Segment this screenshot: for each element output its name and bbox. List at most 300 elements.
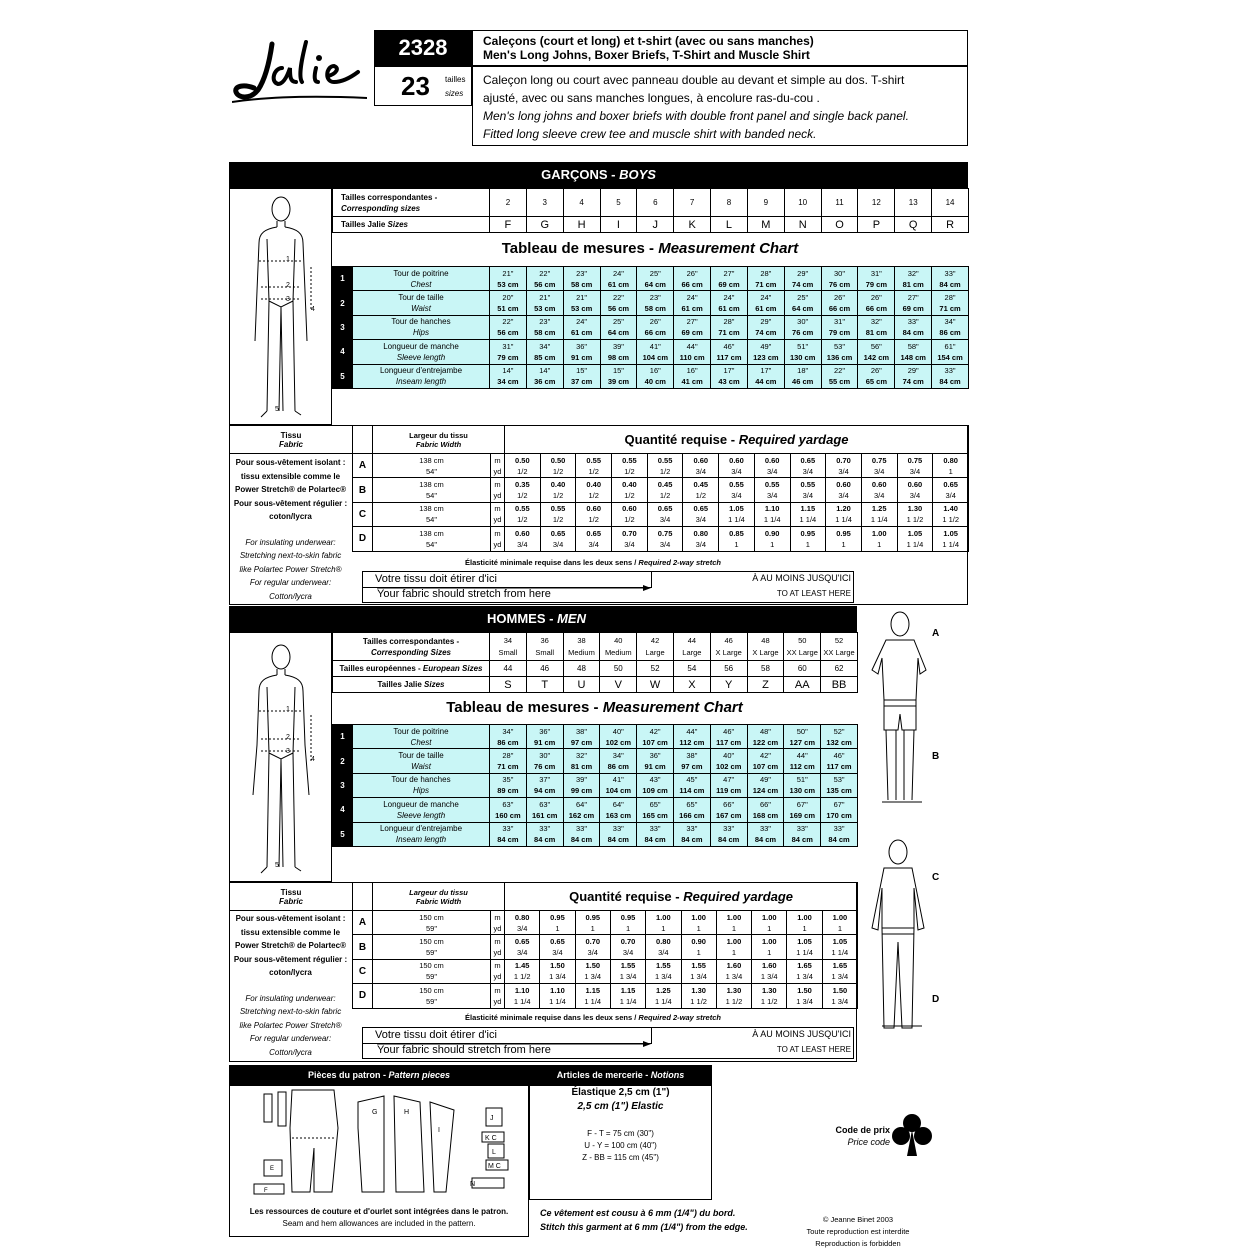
measure-value: 26" 66 cm [858,291,895,315]
measure-value: 37" 94 cm [526,773,563,797]
men-stretch-gauge: Votre tissu doit étirer d'ici Your fabric should stretch from here À AU MOINS JUSQU'ICI TO AT LEAST HERE [362,1027,854,1059]
svg-text:1: 1 [286,256,290,263]
svg-text:J: J [490,1115,494,1122]
measure-label: Longueur de manche Sleeve length [353,340,490,364]
measure-value: 33" 84 cm [932,364,969,388]
measure-value: 16" 40 cm [637,364,674,388]
yardage-view-letter: C [353,959,373,983]
men-jalie-size: V [600,677,637,693]
boys-corr-size: 8 [711,189,748,217]
men-euro-size: 50 [600,661,637,677]
measure-value: 33" 84 cm [673,822,710,846]
men-jalie-label: Tailles Jalie Sizes [333,677,490,693]
yardage-value: 0.40 1/2 [612,478,648,502]
measure-value: 38" 97 cm [563,725,600,749]
measure-label: Tour de hanches Hips [353,315,490,339]
yardage-value: 1.45 1 1/2 [505,959,540,983]
measure-number: 5 [333,822,353,846]
measure-value: 24" 61 cm [747,291,784,315]
men-corr-size: 36 Small [526,633,563,661]
measure-value: 29" 74 cm [895,364,932,388]
sizes-count-box [374,66,472,106]
yardage-value: 1.05 1 1/4 [822,935,857,959]
yardage-value: 0.55 1/2 [647,454,683,478]
boys-fabric-notes: Pour sous-vêtement isolant : tissu extensible comme le Power Stretch® de Polartec® Pour sous-vêtement régulier : coton/lycra For insulating underwear: Stretching next-to-skin fabric like Polartec Power Stretch® For regular underwear: Cotton/lycra [233,458,348,601]
men-euro-size: 48 [563,661,600,677]
yardage-value: 0.90 1 [754,527,790,551]
desc-fr-2: ajusté, avec ou sans manches longues, à encolure ras-du-cou . [483,91,820,105]
svg-text:I: I [438,1127,440,1134]
yardage-value: 0.60 1/2 [576,502,612,526]
measure-value: 35" 89 cm [490,773,527,797]
unit-label: m yd [491,502,505,526]
fabric-width: 150 cm 59" [373,911,491,935]
fabric-width: 138 cm 54" [373,454,491,478]
yardage-value: 1.55 1 3/4 [646,959,681,983]
yardage-value: 1.15 1 1/4 [790,502,826,526]
measure-value: 33" 84 cm [637,822,674,846]
boys-corr-size: 6 [637,189,674,217]
men-corr-size: 40 Medium [600,633,637,661]
measure-value: 67" 169 cm [784,798,821,822]
measure-value: 33" 84 cm [932,267,969,291]
svg-text:3: 3 [286,296,290,303]
description-box [472,66,968,146]
boys-jalie-size: K [674,217,711,233]
measure-label: Tour de taille Waist [353,749,490,773]
measure-value: 39" 99 cm [563,773,600,797]
boys-corr-size: 13 [895,189,932,217]
measure-value: 43" 109 cm [637,773,674,797]
measure-value: 30" 76 cm [526,749,563,773]
measure-value: 33" 84 cm [895,315,932,339]
measure-value: 64" 163 cm [600,798,637,822]
yardage-value: 1.05 1 1/4 [897,527,933,551]
measure-value: 31" 79 cm [490,340,527,364]
yardage-value: 1.30 1 1/2 [752,984,787,1008]
boys-yardage-title: Quantité requise - Required yardage [505,426,969,454]
measure-value: 48" 122 cm [747,725,784,749]
yardage-value: 1.55 1 3/4 [610,959,645,983]
yardage-value: 1.30 1 1/2 [897,502,933,526]
measure-value: 22" 56 cm [600,291,637,315]
measure-value: 24" 61 cm [711,291,748,315]
measure-value: 63" 160 cm [490,798,527,822]
measure-value: 51" 130 cm [784,773,821,797]
boys-jalie-size: Q [895,217,932,233]
yardage-view-letter: D [353,984,373,1008]
yardage-value: 1.50 1 3/4 [822,984,857,1008]
men-jalie-size: Z [747,677,784,693]
yardage-view-letter: D [353,527,373,551]
men-fabric-label: Tissu Fabric [230,883,353,911]
title-box [472,30,968,66]
boys-jalie-size: I [600,217,637,233]
men-euro-label: Tailles européennes - European Sizes [333,661,490,677]
yardage-value: 0.95 1 [826,527,862,551]
yardage-value: 1.05 1 1/4 [787,935,822,959]
measure-number: 1 [333,725,353,749]
measure-value: 31" 79 cm [858,267,895,291]
measure-value: 49" 123 cm [747,340,784,364]
yardage-value: 0.70 3/4 [610,935,645,959]
men-corr-size: 46 X Large [710,633,747,661]
men-jalie-size: T [526,677,563,693]
measure-value: 49" 124 cm [747,773,784,797]
measure-value: 36" 91 cm [637,749,674,773]
unit-label: m yd [491,984,505,1008]
measure-value: 67" 170 cm [821,798,858,822]
men-jalie-size: S [490,677,527,693]
measure-value: 33" 84 cm [490,822,527,846]
desc-fr-1: Caleçon long ou court avec panneau double au devant et simple au dos. T-shirt [483,73,905,87]
measure-value: 38" 97 cm [673,749,710,773]
boys-corr-size: 5 [600,189,637,217]
notions-content: Élastique 2,5 cm (1") 2,5 cm (1") Elastic F - T = 75 cm (30") U - Y = 100 cm (40") Z - BB = 115 cm (45") [571,1087,670,1162]
boys-corr-size: 2 [490,189,527,217]
yardage-view-letter: A [353,454,373,478]
boys-jalie-size: G [526,217,563,233]
measure-value: 14" 36 cm [526,364,563,388]
boys-measurement-table [332,266,969,389]
measure-value: 33" 84 cm [821,822,858,846]
yardage-value: 0.35 1/2 [505,478,541,502]
yardage-value: 0.60 3/4 [683,454,719,478]
notions-bar: Articles de mercerie - Notions [529,1065,712,1085]
yardage-value: 0.55 3/4 [719,478,755,502]
men-stretch-note: Élasticité minimale requise dans les deux sens / Required 2-way stretch [465,1013,721,1022]
measure-value: 25" 64 cm [637,267,674,291]
boys-corr-size: 3 [526,189,563,217]
measure-label: Longueur de manche Sleeve length [353,798,490,822]
measure-number: 1 [333,267,353,291]
boys-size-table [332,188,969,233]
measure-value: 40" 102 cm [600,725,637,749]
measure-number: 3 [333,315,353,339]
measure-value: 24" 61 cm [674,291,711,315]
yardage-value: 1.00 1 [716,935,751,959]
measure-value: 45" 114 cm [673,773,710,797]
boys-corr-size: 11 [821,189,858,217]
measure-value: 27" 69 cm [674,315,711,339]
men-corr-size: 52 XX Large [821,633,858,661]
measure-value: 15" 37 cm [563,364,600,388]
svg-text:K C: K C [485,1135,497,1142]
yardage-value: 0.55 1/2 [540,502,576,526]
yardage-value: 0.85 1 [719,527,755,551]
yardage-value: 0.75 3/4 [861,454,897,478]
men-corr-label: Tailles correspondantes - Corresponding Sizes [333,633,490,661]
measure-value: 36" 91 cm [526,725,563,749]
measure-value: 34" 86 cm [932,315,969,339]
yardage-view-letter: A [353,911,373,935]
measure-label: Tour de poitrine Chest [353,267,490,291]
view-cd-figure [866,838,926,1038]
yardage-value: 1.00 1 [822,911,857,935]
measure-value: 26" 66 cm [821,291,858,315]
men-yardage-title: Quantité requise - Required yardage [505,883,858,911]
yardage-view-letter: B [353,478,373,502]
unit-label: m yd [491,527,505,551]
measure-value: 32" 81 cm [858,315,895,339]
yardage-value: 1.10 1 1/4 [505,984,540,1008]
yardage-value: 1.00 1 [787,911,822,935]
yardage-value: 1.20 1 1/4 [826,502,862,526]
men-euro-size: 56 [710,661,747,677]
view-c-label: C [932,872,940,883]
boys-chart-title: Tableau de mesures - Measurement Chart [501,240,799,257]
view-d-pointer [882,1024,922,1028]
measure-value: 23" 58 cm [526,315,563,339]
yardage-value: 1.65 1 3/4 [822,959,857,983]
measure-value: 46" 117 cm [711,340,748,364]
measure-value: 44" 110 cm [674,340,711,364]
yardage-value: 1.50 1 3/4 [575,959,610,983]
yardage-value: 1.55 1 3/4 [681,959,716,983]
yardage-value: 1.00 1 [752,935,787,959]
yardage-value: 1.30 1 1/2 [716,984,751,1008]
measure-value: 32" 81 cm [563,749,600,773]
svg-text:2: 2 [286,734,290,741]
measure-value: 26" 65 cm [858,364,895,388]
measure-value: 22" 56 cm [526,267,563,291]
yardage-value: 0.90 1 [681,935,716,959]
boys-jalie-size: P [858,217,895,233]
jalie-logo [232,38,367,108]
yardage-value: 1.60 1 3/4 [716,959,751,983]
measure-value: 21" 53 cm [526,291,563,315]
yardage-value: 1.00 1 [646,911,681,935]
yardage-value: 1.30 1 1/2 [681,984,716,1008]
pieces-bar: Pièces du patron - Pattern pieces [229,1065,529,1085]
boys-corr-size: 10 [784,189,821,217]
measure-value: 23" 58 cm [563,267,600,291]
fabric-width: 138 cm 54" [373,502,491,526]
yardage-value: 1.25 1 1/4 [861,502,897,526]
boys-corr-size: 9 [747,189,784,217]
measure-value: 30" 76 cm [821,267,858,291]
yardage-value: 0.65 3/4 [647,502,683,526]
boys-corr-label: Tailles correspondantes - Corresponding sizes [333,189,490,217]
measure-value: 26" 66 cm [674,267,711,291]
yardage-value: 0.70 3/4 [826,454,862,478]
measure-value: 33" 84 cm [710,822,747,846]
yardage-value: 1.00 1 [681,911,716,935]
measure-value: 39" 98 cm [600,340,637,364]
measure-value: 52" 132 cm [821,725,858,749]
measure-value: 65" 166 cm [673,798,710,822]
boys-fabric-label: Tissu Fabric [230,426,353,454]
svg-text:5: 5 [275,406,279,413]
men-size-table [332,632,858,693]
measure-value: 44" 112 cm [784,749,821,773]
measure-value: 32" 81 cm [895,267,932,291]
yardage-value: 0.95 1 [540,911,575,935]
boys-width-label: Largeur du tissu Fabric Width [373,426,505,454]
measure-value: 24" 61 cm [600,267,637,291]
measure-value: 29" 74 cm [747,315,784,339]
fabric-width: 150 cm 59" [373,959,491,983]
men-euro-size: 52 [637,661,674,677]
measure-value: 42" 107 cm [747,749,784,773]
view-a-label: A [932,628,940,639]
measure-value: 40" 102 cm [710,749,747,773]
measure-number: 3 [333,773,353,797]
boys-jalie-size: H [563,217,600,233]
measure-value: 24" 61 cm [563,315,600,339]
men-euro-size: 60 [784,661,821,677]
men-euro-size: 62 [821,661,858,677]
men-jalie-size: X [673,677,710,693]
men-figure-box [229,632,332,882]
men-jalie-size: W [637,677,674,693]
measure-number: 5 [333,364,353,388]
measure-value: 64" 162 cm [563,798,600,822]
svg-text:2: 2 [286,282,290,289]
men-corr-size: 42 Large [637,633,674,661]
measure-value: 53" 136 cm [821,340,858,364]
measure-value: 34" 86 cm [490,725,527,749]
boys-jalie-size: O [821,217,858,233]
svg-text:5: 5 [275,862,279,869]
men-corr-size: 38 Medium [563,633,600,661]
desc-en-1: Men's long johns and boxer briefs with double front panel and single back panel. [483,109,909,123]
measure-number: 2 [333,749,353,773]
men-jalie-size: Y [710,677,747,693]
boys-jalie-size: L [711,217,748,233]
men-fabric-notes: Pour sous-vêtement isolant : tissu extensible comme le Power Stretch® de Polartec® Pour sous-vêtement régulier : coton/lycra For insulating underwear: Stretching next-to-skin fabric like Polartec Power Stretch® For regular underwear: Cotton/lycra [233,914,348,1057]
boys-bar: GARÇONS - BOYS [229,162,968,188]
pattern-pieces-drawing [234,1088,524,1200]
men-jalie-size: AA [784,677,821,693]
measure-label: Tour de poitrine Chest [353,725,490,749]
boys-figure-box [229,188,332,425]
men-corr-size: 50 XX Large [784,633,821,661]
men-euro-size: 58 [747,661,784,677]
measure-value: 26" 66 cm [637,315,674,339]
measure-value: 66" 168 cm [747,798,784,822]
yardage-view-letter: C [353,502,373,526]
measure-value: 63" 161 cm [526,798,563,822]
measure-value: 42" 107 cm [637,725,674,749]
measure-value: 23" 58 cm [637,291,674,315]
yardage-value: 0.65 3/4 [576,527,612,551]
men-chart-title: Tableau de mesures - Measurement Chart [446,699,743,716]
measure-value: 20" 51 cm [490,291,527,315]
svg-text:E: E [270,1166,275,1172]
measure-value: 58" 148 cm [895,340,932,364]
yardage-value: 1.05 1 1/4 [719,502,755,526]
measure-value: 21" 53 cm [490,267,527,291]
pattern-number: 2328 [374,30,472,66]
men-jalie-size: U [563,677,600,693]
measure-value: 27" 69 cm [711,267,748,291]
yardage-value: 0.65 3/4 [683,502,719,526]
boys-jalie-label: Tailles Jalie Sizes [333,217,490,233]
boys-corr-size: 7 [674,189,711,217]
measure-value: 51" 130 cm [784,340,821,364]
measure-label: Longueur d'entrejambe Inseam length [353,822,490,846]
yardage-value: 0.60 3/4 [754,454,790,478]
yardage-value: 0.50 1/2 [505,454,541,478]
men-euro-size: 54 [673,661,710,677]
yardage-value: 0.80 3/4 [505,911,540,935]
measure-value: 33" 84 cm [784,822,821,846]
view-d-label: D [932,994,940,1005]
svg-text:1: 1 [286,706,290,713]
measure-value: 18" 46 cm [784,364,821,388]
pieces-note: Les ressources de couture et d'ourlet sont intégrées dans le patron. Seam and hem allowances are included in the pattern. [249,1207,509,1228]
yardage-value: 0.80 3/4 [683,527,719,551]
men-bar-title: HOMMES - MEN [229,606,857,632]
svg-text:G: G [372,1109,378,1116]
boys-corr-size: 14 [932,189,969,217]
men-measurement-table [332,724,858,847]
measure-value: 33" 84 cm [563,822,600,846]
yardage-value: 1.00 1 [752,911,787,935]
yardage-value: 1.65 1 3/4 [787,959,822,983]
yardage-value: 1.00 1 [861,527,897,551]
yardage-value: 0.60 3/4 [897,478,933,502]
measure-value: 28" 71 cm [932,291,969,315]
fabric-width: 138 cm 54" [373,527,491,551]
svg-text:L: L [492,1149,496,1156]
measure-value: 46" 117 cm [710,725,747,749]
yardage-value: 0.70 3/4 [612,527,648,551]
measure-value: 16" 41 cm [674,364,711,388]
yardage-value: 0.80 1 [933,454,969,478]
measure-value: 66" 167 cm [710,798,747,822]
men-body-figure [231,635,331,880]
measure-value: 29" 74 cm [784,267,821,291]
measure-value: 46" 117 cm [821,749,858,773]
yardage-value: 1.00 1 [716,911,751,935]
yardage-value: 0.55 1/2 [612,454,648,478]
svg-text:F: F [264,1188,268,1194]
club-icon [891,1112,933,1158]
unit-label: m yd [491,935,505,959]
measure-label: Longueur d'entrejambe Inseam length [353,364,490,388]
yardage-value: 0.65 3/4 [540,527,576,551]
yardage-value: 0.95 1 [610,911,645,935]
fabric-width: 150 cm 59" [373,935,491,959]
sizes-label-en: sizes [445,89,464,98]
boys-stretch-gauge: Votre tissu doit étirer d'ici Your fabric should stretch from here À AU MOINS JUSQU'ICI TO AT LEAST HERE [362,571,854,603]
yardage-value: 0.60 1/2 [612,502,648,526]
measure-value: 22" 56 cm [490,315,527,339]
measure-value: 33" 84 cm [526,822,563,846]
measure-value: 28" 71 cm [490,749,527,773]
men-euro-size: 46 [526,661,563,677]
yardage-value: 1.60 1 3/4 [752,959,787,983]
measure-value: 30" 76 cm [784,315,821,339]
yardage-value: 0.70 3/4 [575,935,610,959]
measure-value: 28" 71 cm [747,267,784,291]
measure-value: 28" 71 cm [711,315,748,339]
measure-number: 4 [333,340,353,364]
price-code: Code de prix Price code [835,1125,890,1147]
measure-label: Tour de taille Waist [353,291,490,315]
title-en: Men's Long Johns, Boxer Briefs, T-Shirt and Muscle Shirt [483,48,810,62]
yardage-value: 0.55 1/2 [576,454,612,478]
measure-value: 33" 84 cm [747,822,784,846]
svg-text:3: 3 [286,748,290,755]
yardage-value: 0.45 1/2 [683,478,719,502]
yardage-value: 0.65 3/4 [933,478,969,502]
yardage-value: 0.95 1 [790,527,826,551]
yardage-value: 1.15 1 1/4 [610,984,645,1008]
yardage-value: 0.60 3/4 [861,478,897,502]
